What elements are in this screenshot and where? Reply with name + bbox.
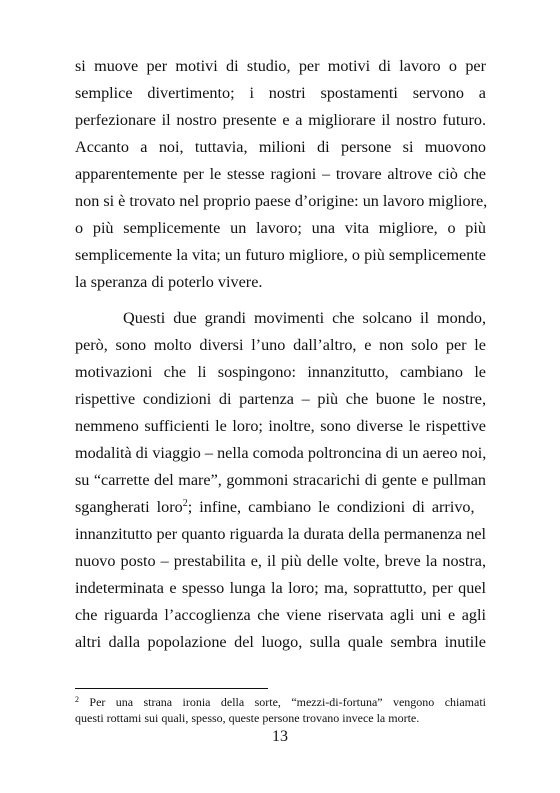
text-line: nemmeno sufficienti le loro; inoltre, sono diverse le rispettive (75, 417, 486, 435)
text-line: Questi due grandi movimenti che solcano il mondo, (123, 309, 486, 327)
footnote-text: Per una strana ironia della sorte, “mezzi-di-fortuna” vengono chiamati (89, 695, 487, 709)
text-line: altri dalla popolazione del luogo, sulla quale sembra inutile (75, 633, 486, 651)
page-number: 13 (272, 728, 288, 745)
paragraph-gap (75, 296, 486, 305)
text-line: semplicemente la vita; un futuro migliore, o più semplicemente (75, 246, 486, 264)
text-line: che riguarda l’accoglienza che viene riservata agli uni e agli (75, 606, 486, 624)
text-line: perfezionare il nostro presente e a migliorare il nostro futuro. (75, 111, 486, 129)
text-line: non si è trovato nel proprio paese d’origine: un lavoro migliore, (75, 192, 488, 210)
text-line: semplice divertimento; i nostri spostamenti servono a (75, 84, 486, 102)
text-line: la speranza di poterlo vivere. (75, 273, 263, 291)
footnote-line (75, 694, 486, 710)
text-line: indeterminata e spesso lunga la loro; ma, soprattutto, per quel (75, 579, 486, 597)
text-line: rispettive condizioni di partenza – più che buone le nostre, (75, 390, 486, 408)
text-line: o più semplicemente un lavoro; una vita migliore, o più (75, 219, 486, 237)
text-line: apparentemente per le stesse ragioni – trovare altrove ciò che (75, 165, 486, 183)
text-segment: ; infine, cambiano le condizioni di arrivo, (187, 498, 475, 516)
footnote (75, 694, 486, 726)
footnote-marker: 2 (75, 695, 79, 704)
text-segment: sgangherati loro (75, 498, 183, 516)
text-line: Accanto a noi, tuttavia, milioni di persone si muovono (75, 138, 486, 156)
text-line: nuovo posto – prestabilita e, il più delle volte, breve la nostra, (75, 552, 486, 570)
footnote-line: questi rottami sui quali, spesso, queste persone trovano invece la morte. (75, 711, 420, 725)
text-line: innanzitutto per quanto riguarda la durata della permanenza nel (75, 525, 486, 543)
text-line: si muove per motivi di studio, per motivi di lavoro o per (75, 57, 486, 75)
footnote-reference[interactable]: 2 (182, 498, 188, 509)
text-line-with-footnote-ref (75, 494, 486, 521)
body-text (75, 53, 486, 656)
text-line: modalità di viaggio – nella comoda poltroncina di un aereo noi, (75, 444, 487, 462)
text-line: su “carrette del mare”, gommoni stracarichi di gente e pullman (75, 471, 486, 489)
footnote-separator (75, 688, 268, 689)
text-line: però, sono molto diversi l’uno dall’altro, e non solo per le (75, 336, 486, 354)
text-line: motivazioni che li sospingono: innanzitutto, cambiano le (75, 363, 486, 381)
